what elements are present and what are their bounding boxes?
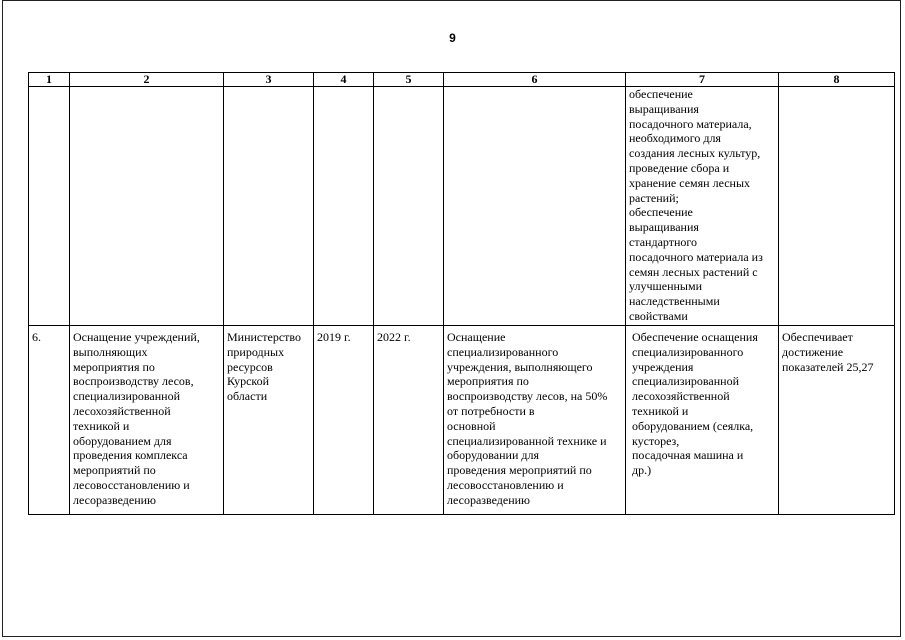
cell-executor [224,87,314,326]
table-row-6 [29,326,895,515]
cell-description: обеспечение выращивания посадочного материала, необходимого для создания лесных культур, проведение сбора и хранение семян лесных растений; обеспечение выращивания стандартного посадочного материала из семян лесных растений с улучшенными наследственными свойствами [626,87,779,326]
header-col-8: 8 [779,73,895,87]
cell-event: Оснащение учреждений, выполняющих мероприятия по воспроизводству лесов, специализированной лесохозяйственной техникой и оборудованием для проведения комплекса мероприятий по лесовосстановлению и лесоразведению [70,326,224,515]
document-table [28,72,895,515]
cell-end: 2022 г. [374,326,444,515]
header-col-2: 2 [70,73,224,87]
header-row [29,73,895,87]
cell-start [314,87,374,326]
cell-result: Оснащение специализированного учреждения, выполняющего мероприятия по воспроизводству лесов, на 50% от потребности в основной специализированной технике и оборудовании для проведения мероприятий по лесовосстановлению и лесоразведению [444,326,626,515]
table-row-continuation [29,87,895,326]
cell-number: 6. [29,326,70,515]
cell-indicator: Обеспечивает достижение показателей 25,27 [779,326,895,515]
cell-number [29,87,70,326]
header-col-5: 5 [374,73,444,87]
header-col-7: 7 [626,73,779,87]
header-col-6: 6 [444,73,626,87]
header-col-4: 4 [314,73,374,87]
cell-result [444,87,626,326]
cell-event [70,87,224,326]
cell-end [374,87,444,326]
header-col-1: 1 [29,73,70,87]
header-col-3: 3 [224,73,314,87]
cell-description: Обеспечение оснащения специализированного учреждения специализированной лесохозяйственной техникой и оборудованием (сеялка, кусторез, посадочная машина и др.) [626,326,779,515]
cell-indicator [779,87,895,326]
cell-executor: Министерство природных ресурсов Курской области [224,326,314,515]
page-number: 9 [449,31,456,45]
cell-start: 2019 г. [314,326,374,515]
